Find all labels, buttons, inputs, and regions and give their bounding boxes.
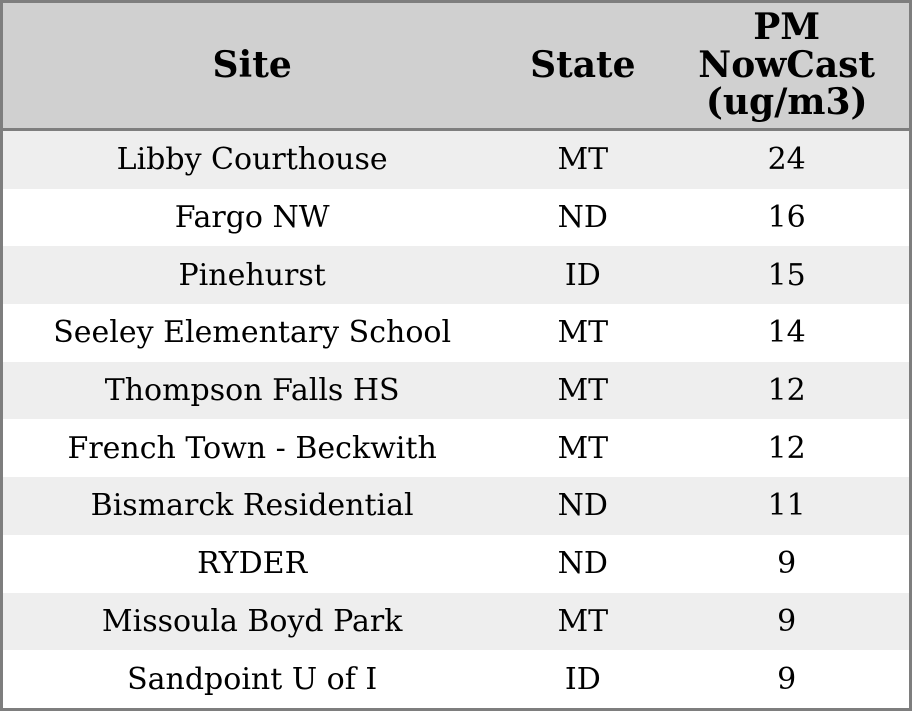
pm-nowcast-cell: 9	[777, 603, 797, 639]
pm-nowcast-cell: 9	[777, 546, 797, 582]
table-header	[3, 3, 909, 130]
table-row	[3, 246, 909, 304]
state-cell: ID	[564, 257, 601, 293]
pm-nowcast-cell: 11	[767, 488, 806, 524]
state-cell: MT	[557, 373, 609, 409]
table-row	[3, 362, 909, 420]
table-row	[3, 304, 909, 362]
site-cell: Bismarck Residential	[90, 488, 414, 524]
table-row	[3, 593, 909, 651]
column-header-state-label: State	[530, 43, 636, 86]
site-cell: Fargo NW	[174, 200, 330, 236]
pm-nowcast-cell: 12	[767, 430, 806, 466]
pm-nowcast-cell: 9	[777, 661, 797, 697]
table-row	[3, 535, 909, 593]
column-header-pm-nowcast-label: PM NowCast (ug/m3)	[698, 6, 876, 124]
site-cell: Seeley Elementary School	[53, 315, 452, 351]
pm-nowcast-cell: 16	[767, 200, 806, 236]
site-cell: Pinehurst	[178, 257, 326, 293]
column-header-state	[501, 3, 664, 130]
column-header-site-label: Site	[212, 43, 292, 86]
state-cell: MT	[557, 315, 609, 351]
state-cell: MT	[557, 603, 609, 639]
state-cell: ND	[557, 200, 608, 236]
pm-nowcast-cell: 15	[767, 257, 806, 293]
site-cell: Thompson Falls HS	[104, 373, 400, 409]
site-cell: French Town - Beckwith	[67, 430, 437, 466]
table-row	[3, 477, 909, 535]
table-body	[3, 130, 909, 709]
state-cell: ID	[564, 661, 601, 697]
state-cell: ND	[557, 546, 608, 582]
state-cell: ND	[557, 488, 608, 524]
column-header-pm-nowcast	[664, 3, 909, 130]
site-cell: Sandpoint U of I	[127, 661, 378, 697]
site-cell: Libby Courthouse	[116, 142, 388, 178]
table-row	[3, 130, 909, 189]
state-cell: MT	[557, 430, 609, 466]
site-cell: Missoula Boyd Park	[101, 603, 403, 639]
table-row	[3, 189, 909, 247]
pm-nowcast-table	[3, 3, 909, 708]
site-cell: RYDER	[197, 546, 308, 582]
table-row	[3, 419, 909, 477]
state-cell: MT	[557, 142, 609, 178]
pm-nowcast-cell: 14	[767, 315, 806, 351]
header-row	[3, 3, 909, 130]
pm-nowcast-cell: 12	[767, 373, 806, 409]
column-header-site	[3, 3, 501, 130]
table-row	[3, 650, 909, 708]
pm-nowcast-cell: 24	[767, 142, 806, 178]
